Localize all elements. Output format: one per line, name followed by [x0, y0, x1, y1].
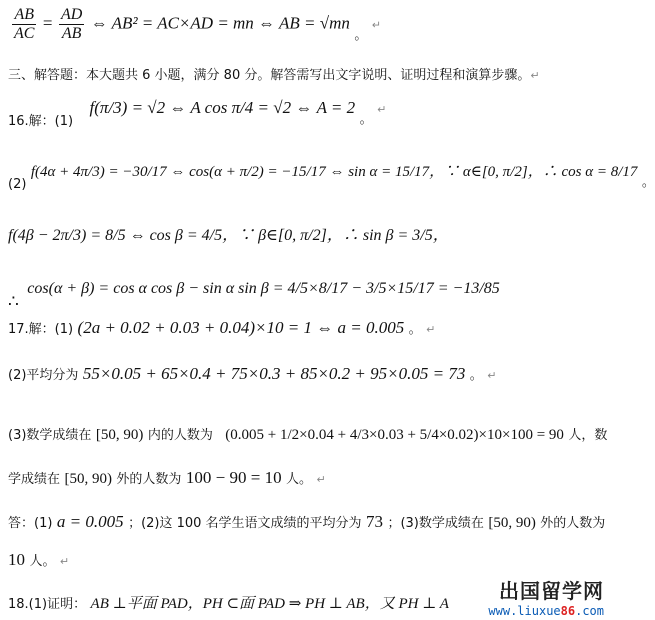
q17-part2: (2)平均分为 55×0.05 + 65×0.4 + 75×0.3 + 85×0.2 + 95×0.05 = 73 。 ↵	[8, 364, 497, 383]
q18-proof: 18.(1)证明： AB ⊥平面 PAD，PH ⊂面 PAD ⇒ PH ⊥ AB，又 PH ⊥ A	[8, 596, 449, 612]
q16-part1: 16.解：(1) f(π/3) = √2 ⇔ A cos π/4 = √2 ⇔ A = 2 。 ↵	[8, 98, 387, 129]
q18-label: 18.(1)证明：	[8, 597, 87, 612]
watermark-url: www.liuxue86.com	[488, 604, 604, 618]
q16-part4: ∴ cos(α + β) = cos α cos β − sin α sin β = 4/5×8/17 − 3/5×15/17 = −13/85	[8, 280, 500, 311]
q16-label: 16.解：(1)	[8, 114, 74, 129]
q17-answer: 答：(1) a = 0.005 ；(2)这 100 名学生语文成绩的平均分为 73 ；(3)数学成绩在 [50, 90) 外的人数为	[8, 512, 606, 531]
q17-part1: 17.解：(1) (2a + 0.02 + 0.03 + 0.04)×10 = 1 ⇔ a = 0.005 。 ↵	[8, 318, 436, 337]
fraction-ad-ab: $\frac{AD}{AB}$	[60, 6, 83, 42]
q16-part3: f(4β − 2π/3) = 8/5 ⇔ cos β = 4/5，∵ β∈[0, π/2]，∴ sin β = 3/5，	[8, 227, 449, 244]
intro-equation: $\frac{AB}{AC}$ = $\frac{AD}{AB}$ ⇔ AB² = AC×AD = mn ⇔ AB = √mn 。 ↵	[14, 6, 381, 43]
q17-part3-cont: 学成绩在 [50, 90) 外的人数为 100 − 90 = 10 人。 ↵	[8, 468, 326, 487]
q16-part2: (2) f(4α + 4π/3) = −30/17 ⇔ cos(α + π/2) = −15/17 ⇔ sin α = 15/17，∵ α∈[0, π/2]，∴ cos α = 8/17 。	[8, 164, 655, 192]
intro-expression: ⇔ AB² = AC×AD = mn ⇔ AB = √mn	[90, 13, 350, 33]
therefore-symbol: ∴	[8, 292, 19, 311]
q17-label: 17.解：(1)	[8, 322, 74, 337]
watermark-title: 出国留学网	[499, 579, 604, 603]
fraction-ab-ac: $\frac{AB}{AC}$	[14, 6, 35, 42]
q17-answer-cont: 10 人。 ↵	[8, 550, 70, 569]
section-heading: 三、解答题：本大题共 6 小题，满分 80 分。解答需写出文字说明、证明过程和演算步骤。↵	[8, 68, 540, 83]
intro-end: 。	[354, 27, 368, 43]
watermark-logo	[488, 575, 604, 618]
q17-part3: (3)数学成绩在 [50, 90) 内的人数为 (0.005 + 1/2×0.04 + 4/3×0.03 + 5/4×0.02)×10×100 = 90 人，数	[8, 427, 608, 443]
